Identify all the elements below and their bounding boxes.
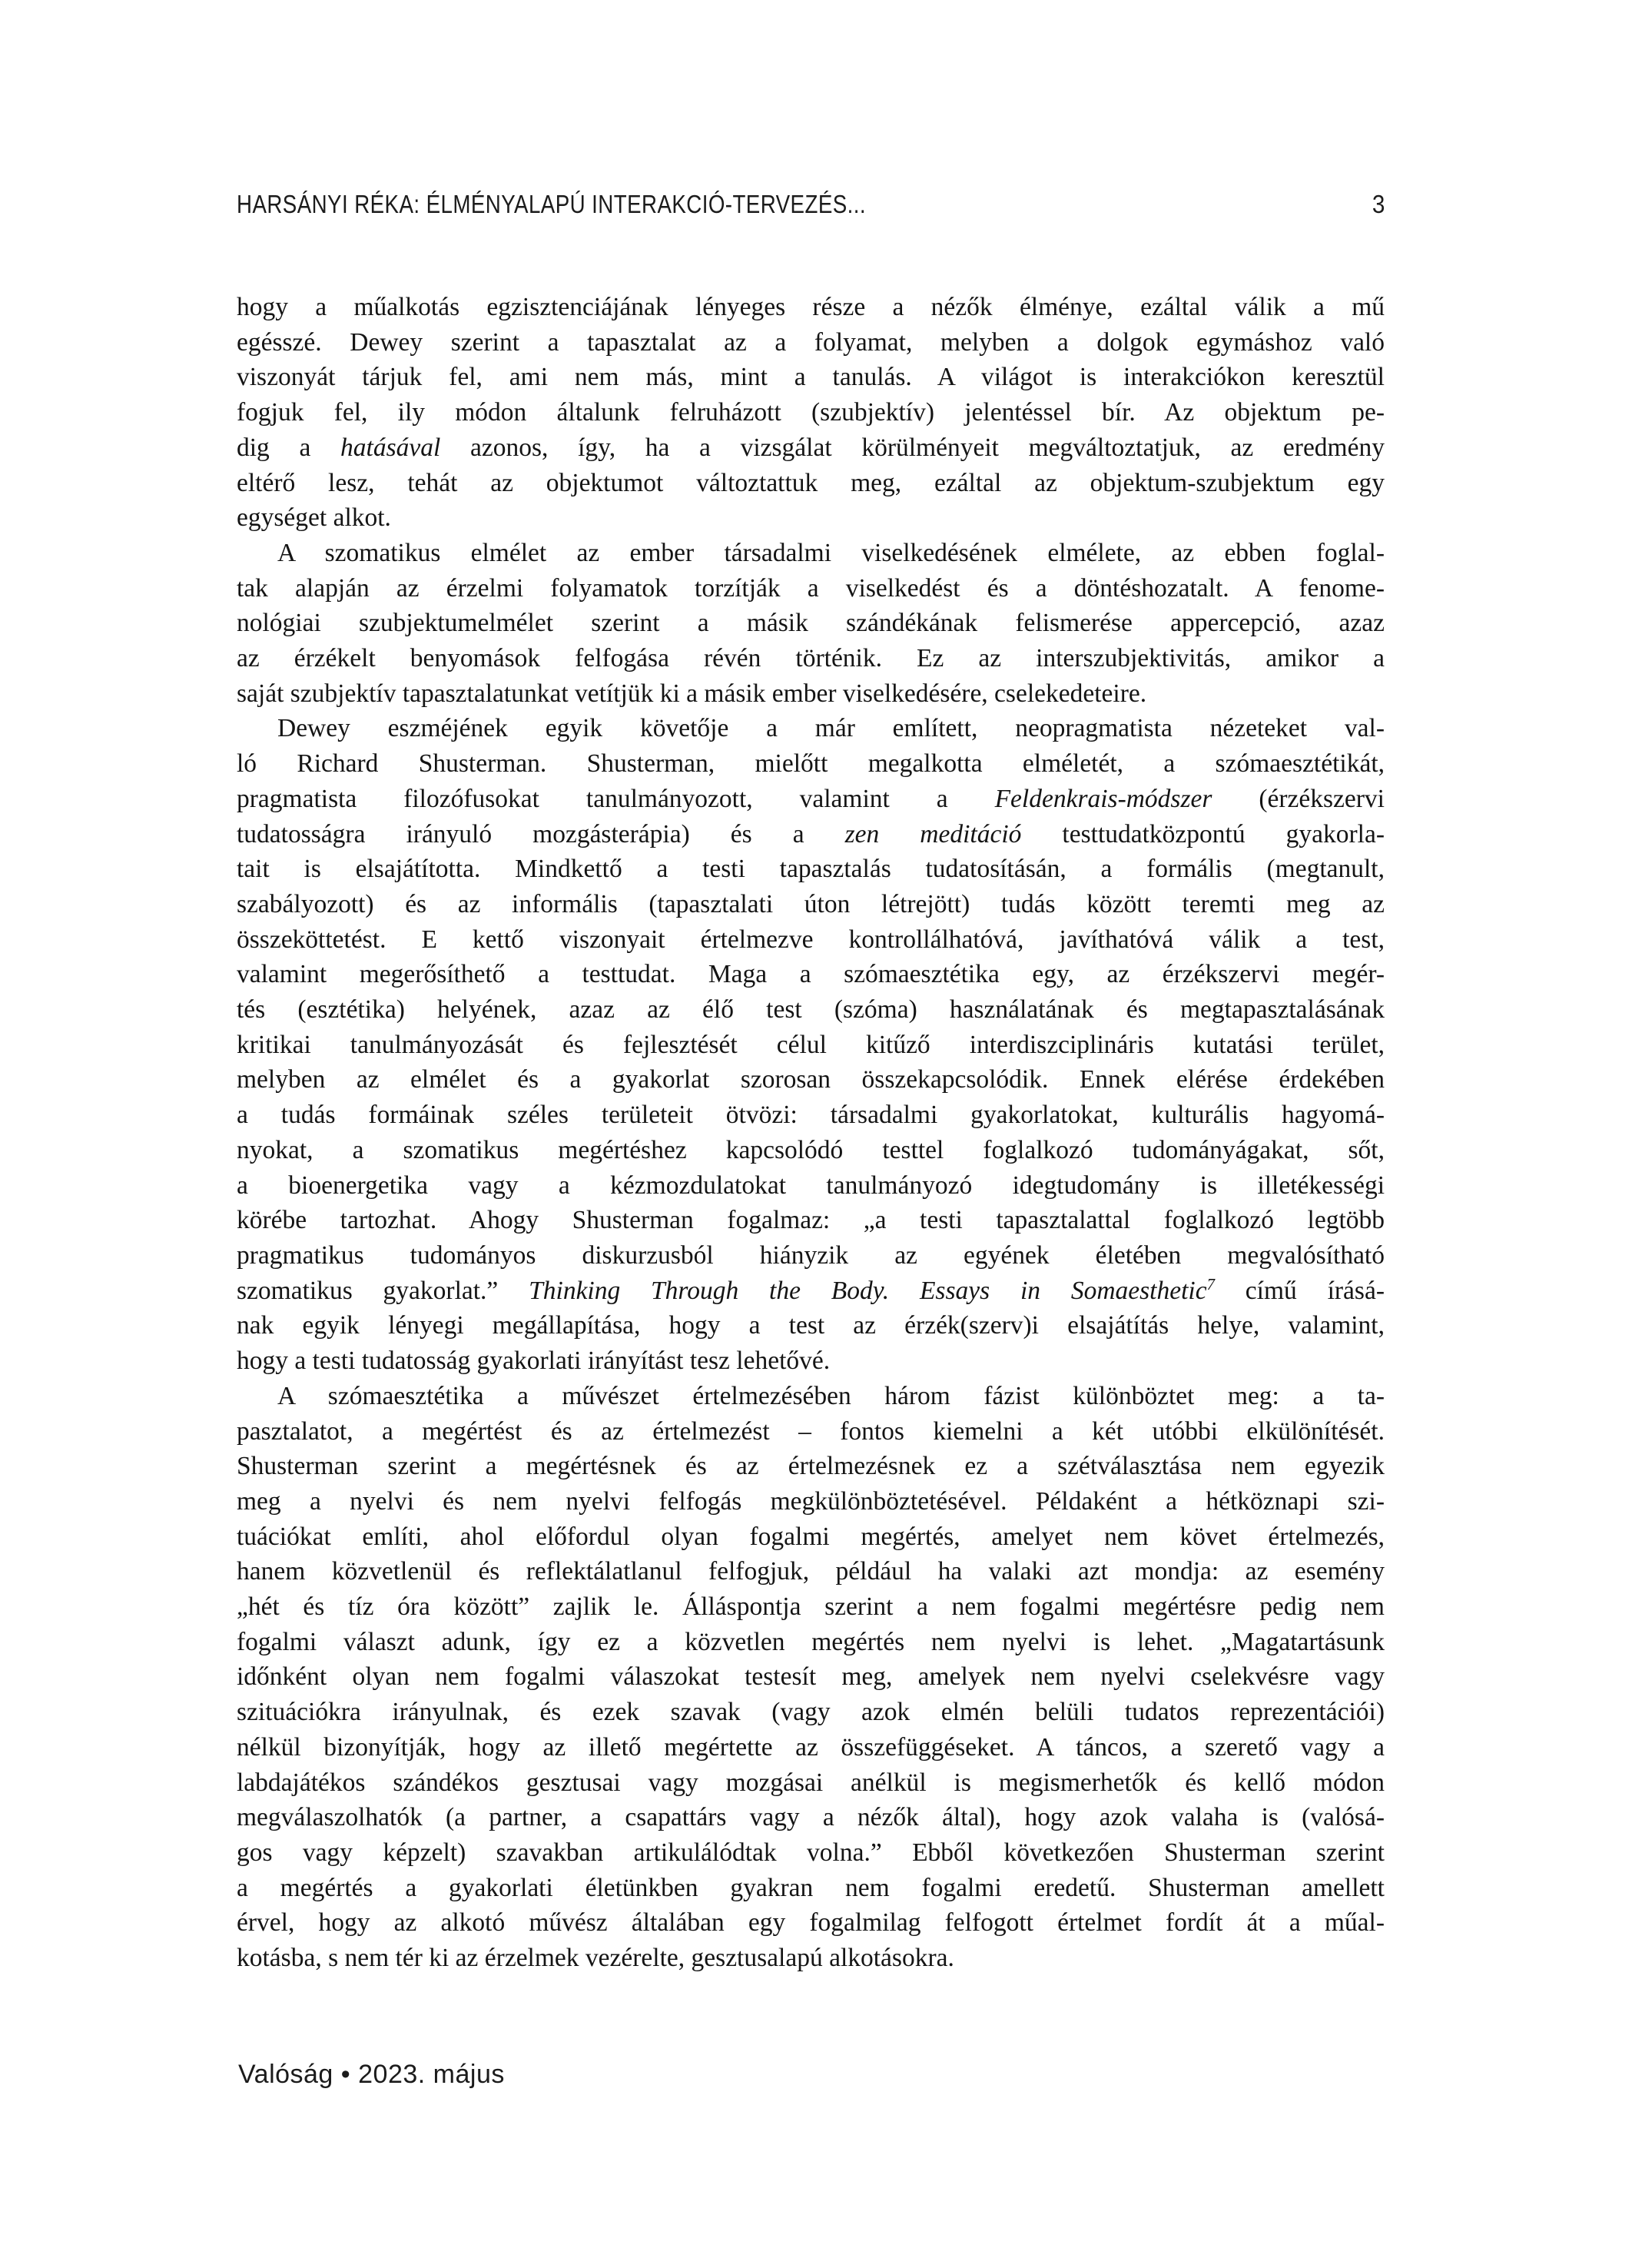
journal-issue-label: Valóság • 2023. május xyxy=(238,2060,505,2089)
text-line xyxy=(237,992,1385,1028)
text-line xyxy=(237,1765,1385,1801)
text-line xyxy=(237,1800,1385,1835)
text-run: összeköttetést. E kettő viszonyait értelmezve kontrollálhatóvá, javíthatóvá válik a test, xyxy=(237,925,1385,954)
text-line xyxy=(237,430,1385,466)
text-run: eltérő lesz, tehát az objektumot változtattuk meg, ezáltal az objektum-szubjektum egy xyxy=(237,468,1385,497)
text-run: kotásba, s nem tér ki az érzelmek vezérelte, gesztusalapú alkotásokra. xyxy=(237,1944,954,1973)
text-line xyxy=(237,641,1385,676)
text-run: Shusterman szerint a megértésnek és az értelmezésnek ez a szétválasztása nem egyezik xyxy=(237,1452,1385,1481)
text-line xyxy=(237,1589,1385,1625)
running-header xyxy=(237,190,1385,219)
text-run: egésszé. Dewey szerint a tapasztalat az a folyamat, melyben a dolgok egymáshoz való xyxy=(237,327,1385,357)
text-line xyxy=(237,536,1385,571)
text-line xyxy=(237,1484,1385,1519)
text-run: A szómaesztétika a művészet értelmezésében három fázist különböztet meg: a ta- xyxy=(277,1381,1385,1410)
text-run: tait is elsajátította. Mindkettő a testi tapasztalás tudatosításán, a formális (megtanult, xyxy=(237,855,1385,884)
text-run: melyben az elmélet és a gyakorlat szorosan összekapcsolódik. Ennek elérése érdekében xyxy=(237,1065,1385,1094)
text-run: a bioenergetika vagy a kézmozdulatokat tanulmányozó idegtudomány is illetékességi xyxy=(237,1171,1385,1200)
text-line xyxy=(237,1730,1385,1765)
text-line xyxy=(237,782,1385,817)
text-line xyxy=(237,1695,1385,1730)
text-line xyxy=(237,887,1385,922)
text-run: testtudatközpontú gyakorla- xyxy=(1021,819,1385,848)
text-run: időnként olyan nem fogalmi válaszokat testesít meg, amelyek nem nyelvi cselekvésre vagy xyxy=(237,1662,1385,1692)
text-run: azonos, így, ha a vizsgálat körülményeit megváltoztatjuk, az eredmény xyxy=(440,433,1385,462)
text-line xyxy=(237,466,1385,501)
text-run: tak alapján az érzelmi folyamatok torzítják a viselkedést és a döntéshozatalt. A fenome- xyxy=(237,573,1385,603)
text-line xyxy=(237,922,1385,958)
text-run: nyokat, a szomatikus megértéshez kapcsolódó testtel foglalkozó tudományágakat, sőt, xyxy=(237,1135,1385,1164)
text-run: az érzékelt benyomások felfogása révén történik. Ez az interszubjektivitás, amikor a xyxy=(237,644,1385,673)
text-run: szabályozott) és az informális (tapasztalati úton létrejött) tudás között teremti meg az xyxy=(237,889,1385,918)
text-run: tuációkat említi, ahol előfordul olyan fogalmi megértés, amelyet nem követ értelmezés, xyxy=(237,1522,1385,1551)
text-line xyxy=(237,1168,1385,1204)
text-line xyxy=(237,1871,1385,1906)
italic-text-run: hatásával xyxy=(340,433,441,462)
text-run: nak egyik lényegi megállapítása, hogy a test az érzék(szerv)i elsajátítás helye, valamint, xyxy=(237,1311,1385,1340)
text-run: kritikai tanulmányozását és fejlesztését célul kitűző interdiszciplináris kutatási terület, xyxy=(237,1030,1385,1059)
text-line xyxy=(237,852,1385,887)
text-line xyxy=(237,606,1385,641)
text-line xyxy=(237,1133,1385,1168)
running-title: HARSÁNYI RÉKA: ÉLMÉNYALAPÚ INTERAKCIÓ-TERVEZÉS... xyxy=(237,190,867,218)
text-run: a megértés a gyakorlati életünkben gyakran nem fogalmi eredetű. Shusterman amellett xyxy=(237,1873,1385,1902)
text-run: Dewey eszméjének egyik követője a már említett, neopragmatista nézeteket val- xyxy=(277,714,1385,743)
text-line xyxy=(237,1238,1385,1273)
text-line xyxy=(237,1449,1385,1484)
text-run: nológiai szubjektumelmélet szerint a másik szándékának felismerése appercepció, azaz xyxy=(237,609,1385,638)
text-run: a tudás formáinak széles területeit ötvözi: társadalmi gyakorlatokat, kulturális hagyomá- xyxy=(237,1101,1385,1130)
text-run: ló Richard Shusterman. Shusterman, mielőtt megalkotta elméletét, a szómaesztétikát, xyxy=(237,749,1385,779)
text-run: „hét és tíz óra között” zajlik le. Álláspontja szerint a nem fogalmi megértésre pedig nem xyxy=(237,1592,1385,1622)
text-line xyxy=(237,817,1385,852)
text-run: hogy a testi tudatosság gyakorlati irányítást tesz lehetővé. xyxy=(237,1347,831,1376)
text-run: megválaszolhatók (a partner, a csapattárs vagy a nézők által), hogy azok valaha is (valósá- xyxy=(237,1803,1385,1832)
text-line xyxy=(237,360,1385,395)
text-run: érvel, hogy az alkotó művész általában egy fogalmilag felfogott értelmet fordít át a műal- xyxy=(237,1908,1385,1938)
text-line xyxy=(237,1203,1385,1238)
text-line xyxy=(237,746,1385,782)
text-line xyxy=(237,395,1385,430)
page-number: 3 xyxy=(1372,190,1385,218)
text-run: gos vagy képzelt) szavakban artikulálódtak volna.” Ebből következően Shusterman szerint xyxy=(237,1838,1385,1867)
text-run: nélkül bizonyítják, hogy az illető megértette az összefüggéseket. A táncos, a szerető vagy a xyxy=(237,1732,1385,1762)
text-run: saját szubjektív tapasztalatunkat vetítjük ki a másik ember viselkedésére, cselekedeteire. xyxy=(237,679,1147,708)
text-line xyxy=(237,1028,1385,1063)
text-run: pasztalatot, a megértést és az értelmezést – fontos kiemelni a két utóbbi elkülönítését. xyxy=(237,1416,1385,1446)
text-run: című írásá- xyxy=(1214,1276,1385,1305)
text-run: tés (esztétika) helyének, azaz az élő test (szóma) használatának és megtapasztalásának xyxy=(237,995,1385,1024)
text-run: dig a xyxy=(237,433,341,462)
text-line xyxy=(237,1941,1385,1976)
text-line xyxy=(237,290,1385,325)
text-line xyxy=(237,325,1385,360)
text-run: szomatikus gyakorlat.” xyxy=(237,1276,529,1305)
text-line xyxy=(237,1554,1385,1589)
italic-text-run: Feldenkrais-módszer xyxy=(994,784,1212,813)
text-run: valamint megerősíthető a testtudat. Maga a szómaesztétika egy, az érzékszervi megér- xyxy=(237,960,1385,989)
text-line xyxy=(237,711,1385,746)
text-run: viszonyát tárjuk fel, ami nem más, mint a tanulás. A világot is interakciókon keresztül xyxy=(237,363,1385,392)
italic-text-run: 7 xyxy=(1206,1275,1215,1293)
text-line xyxy=(237,1625,1385,1660)
text-line xyxy=(237,571,1385,606)
text-run: pragmatikus tudományos diskurzusból hiányzik az egyének életében megvalósítható xyxy=(237,1240,1385,1270)
text-run: körébe tartozhat. Ahogy Shusterman fogalmaz: „a testi tapasztalattal foglalkozó legtöbb xyxy=(237,1206,1385,1235)
text-run: labdajátékos szándékos gesztusai vagy mozgásai anélkül is megismerhetők és kellő módon xyxy=(237,1768,1385,1797)
text-line xyxy=(237,1659,1385,1695)
text-line xyxy=(237,1273,1385,1309)
text-run: pragmatista filozófusokat tanulmányozott, valamint a xyxy=(237,784,995,813)
text-line xyxy=(237,1905,1385,1941)
text-line xyxy=(237,1062,1385,1097)
text-line xyxy=(237,676,1385,712)
text-line xyxy=(237,1097,1385,1133)
text-run: fogalmi választ adunk, így ez a közvetlen megértés nem nyelvi is lehet. „Magatartásunk xyxy=(237,1627,1385,1656)
text-run: szituációkra irányulnak, és ezek szavak (vagy azok elmén belüli tudatos reprezentációi) xyxy=(237,1698,1385,1727)
page-footer xyxy=(238,2060,505,2090)
text-run: tudatosságra irányuló mozgásterápia) és a xyxy=(237,819,845,848)
text-line xyxy=(237,1519,1385,1555)
text-run: meg a nyelvi és nem nyelvi felfogás megkülönböztetésével. Példaként a hétköznapi szi- xyxy=(237,1486,1385,1516)
text-line xyxy=(237,1414,1385,1449)
text-run: hogy a műalkotás egzisztenciájának lényeges része a nézők élménye, ezáltal válik a mű xyxy=(237,293,1385,321)
text-line xyxy=(237,1835,1385,1871)
text-line xyxy=(237,1379,1385,1414)
text-run: fogjuk fel, ily módon általunk felruházott (szubjektív) jelentéssel bír. Az objektum pe- xyxy=(237,398,1385,427)
text-line xyxy=(237,1343,1385,1379)
text-run: A szomatikus elmélet az ember társadalmi viselkedésének elmélete, az ebben foglal- xyxy=(277,538,1385,567)
italic-text-run: zen meditáció xyxy=(844,819,1022,848)
text-line xyxy=(237,1308,1385,1343)
text-run: egységet alkot. xyxy=(237,503,391,533)
text-line xyxy=(237,957,1385,992)
italic-text-run: Thinking Through the Body. Essays in Somaesthetic xyxy=(529,1276,1207,1305)
text-run: (érzékszervi xyxy=(1212,784,1385,813)
text-line xyxy=(237,500,1385,536)
body-text xyxy=(237,290,1385,1976)
text-run: hanem közvetlenül és reflektálatlanul felfogjuk, például ha valaki azt mondja: az esemény xyxy=(237,1557,1385,1586)
